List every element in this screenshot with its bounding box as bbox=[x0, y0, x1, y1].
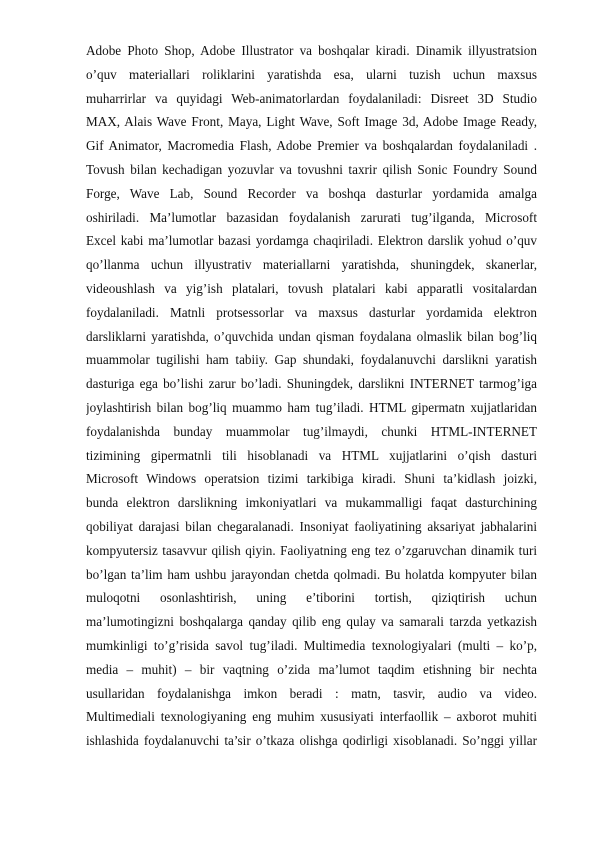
text-line: oshiriladi. Ma’lumotlar bazasidan foydalanish zarurati tug’ilganda, Microsoft bbox=[86, 209, 537, 225]
text-line: tizimining gipermatnli tili hisoblanadi va HTML xujjatlarini o’qish dasturi bbox=[86, 447, 537, 463]
text-line: darsliklarni yaratishda, o’quvchida undan qisman foydalana olmaslik bilan bog’liq bbox=[86, 328, 537, 344]
text-line: Multimediali texnologiyaning eng muhim xususiyati interfaollik – axborot muhiti bbox=[86, 709, 537, 725]
text-line: o’quv materiallari roliklarini yaratishda esa, ularni tuzish uchun maxsus bbox=[86, 66, 537, 82]
text-line: muloqotni osonlashtirish, uning e’tiborini tortish, qiziqtirish uchun bbox=[86, 590, 537, 606]
text-line: joylashtirish bilan bog’liq muammo ham tug’iladi. HTML gipermatn xujjatlaridan bbox=[86, 399, 537, 415]
text-line: usullaridan foydalanishga imkon beradi : matn, tasvir, audio va video. bbox=[86, 685, 537, 701]
text-line: muammolar tugilishi ham tabiiy. Gap shundaki, foydalanuvchi darslikni yaratish bbox=[86, 352, 537, 368]
text-line: media – muhit) – bir vaqtning o’zida ma’lumot taqdim etishning bir nechta bbox=[86, 661, 537, 677]
text-line: bo’lgan ta’lim ham ushbu jarayondan chetda qolmadi. Bu holatda kompyuter bilan bbox=[86, 566, 537, 582]
text-line: Excel kabi ma’lumotlar bazasi yordamga chaqiriladi. Elektron darslik yohud o’quv bbox=[86, 233, 537, 249]
text-line: qobiliyat darajasi bilan chegaralanadi. Insoniyat faoliyatining aksariyat jabhalarini bbox=[86, 518, 537, 534]
text-line: qo’llanma uchun illyustrativ materiallarni yaratishda, shuningdek, skanerlar, bbox=[86, 257, 537, 273]
text-line: dasturiga ega bo’lishi zarur bo’ladi. Shuningdek, darslikni INTERNET tarmog’iga bbox=[86, 376, 537, 392]
text-line: mumkinligi to’g’risida savol tug’iladi. Multimedia texnologiyalari (multi – ko’p, bbox=[86, 637, 537, 653]
text-line: Microsoft Windows operatsion tizimi tarkibiga kiradi. Shuni ta’kidlash joizki, bbox=[86, 471, 537, 487]
text-line: foydalanishda bunday muammolar tug’ilmaydi, chunki HTML-INTERNET bbox=[86, 423, 537, 439]
text-line: bunda elektron darslikning imkoniyatlari va mukammalligi faqat dasturchining bbox=[86, 495, 537, 511]
text-line: MAX, Alais Wave Front, Maya, Light Wave, Soft Image 3d, Adobe Image Ready, bbox=[86, 114, 537, 130]
text-line: foydalaniladi. Matnli protsessorlar va maxsus dasturlar yordamida elektron bbox=[86, 304, 537, 320]
text-line: Adobe Photo Shop, Adobe Illustrator va boshqalar kiradi. Dinamik illyustratsion bbox=[86, 43, 537, 58]
body-text bbox=[86, 39, 537, 753]
text-line: videoushlash va yig’ish platalari, tovush platalari kabi apparatli vositalardan bbox=[86, 280, 537, 296]
text-line: Tovush bilan kechadigan yozuvlar va tovushni taxrir qilish Sonic Foundry Sound bbox=[86, 161, 537, 177]
text-line: kompyutersiz tasavvur qilish qiyin. Faoliyatning eng tez o’zgaruvchan dinamik turi bbox=[86, 542, 537, 558]
text-line: ishlashida foydalanuvchi ta’sir o’tkaza olishga qodirligi xisoblanadi. So’nggi yillar bbox=[86, 733, 537, 749]
text-line: Gif Animator, Macromedia Flash, Adobe Premier va boshqalardan foydalaniladi . bbox=[86, 138, 537, 154]
text-line: Forge, Wave Lab, Sound Recorder va boshqa dasturlar yordamida amalga bbox=[86, 185, 537, 201]
text-line: muharrirlar va quyidagi Web-animatorlardan foydalaniladi: Disreet 3D Studio bbox=[86, 90, 537, 106]
text-line: ma’lumotingizni boshqalarga qanday qilib eng qulay va samarali tarzda yetkazish bbox=[86, 614, 537, 630]
